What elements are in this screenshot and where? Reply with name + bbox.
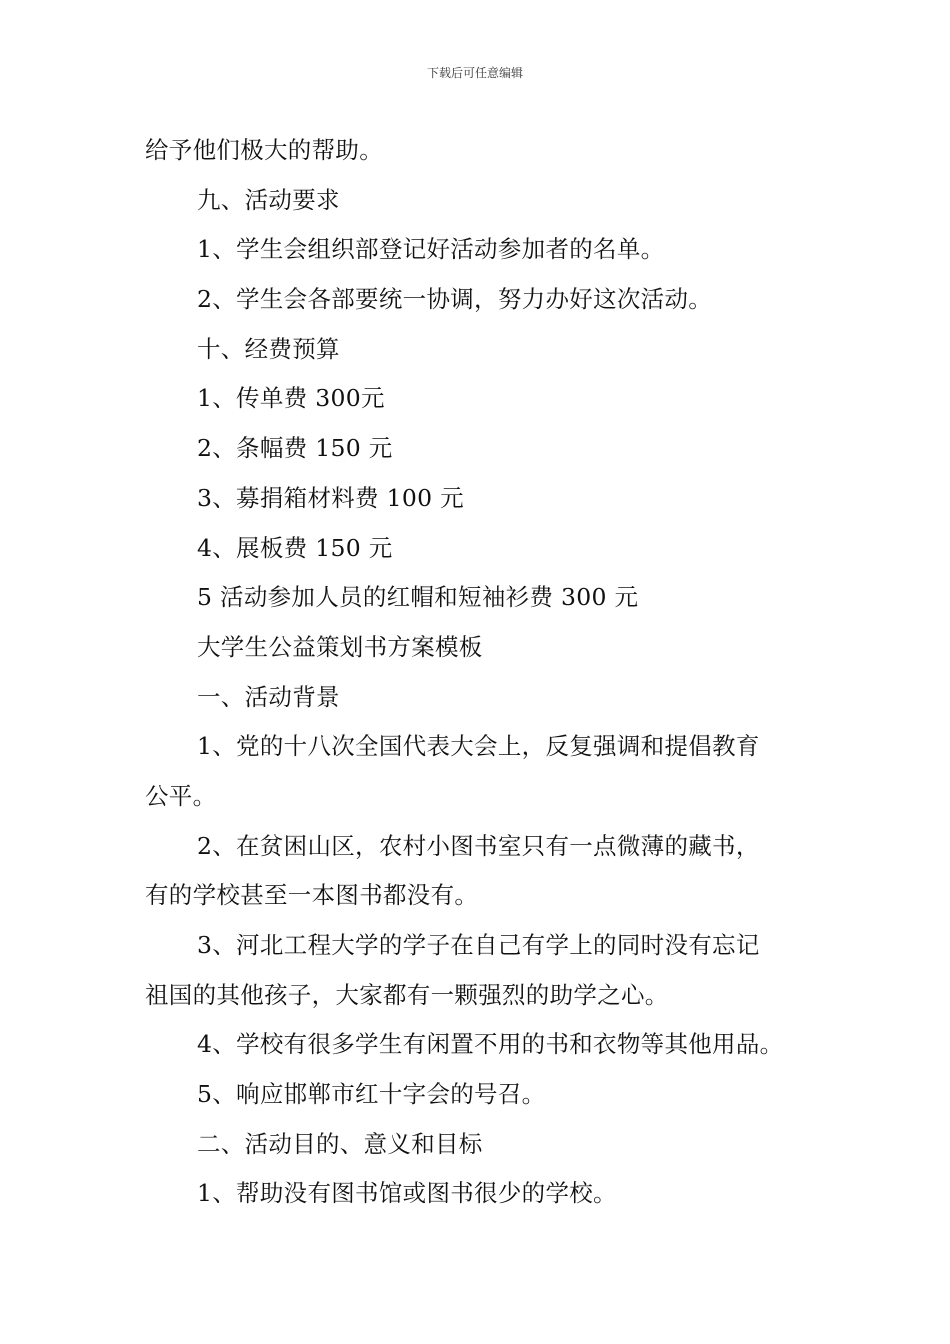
budget-item: 1、传单费 300元	[197, 384, 385, 413]
list-item: 2、在贫困山区，农村小图书室只有一点微薄的藏书，	[197, 831, 760, 860]
section-heading: 一、活动背景	[197, 682, 340, 711]
paragraph-line: 有的学校甚至一本图书都没有。	[145, 881, 479, 910]
paragraph-line: 给予他们极大的帮助。	[145, 136, 383, 164]
list-item: 4、学校有很多学生有闲置不用的书和衣物等其他用品。	[197, 1030, 784, 1059]
budget-item: 5 活动参加人员的红帽和短袖衫费 300 元	[197, 583, 639, 612]
list-item: 2、学生会各部要统一协调，努力办好这次活动。	[197, 285, 713, 314]
section-heading: 九、活动要求	[197, 185, 340, 214]
paragraph-line: 祖国的其他孩子，大家都有一颗强烈的助学之心。	[145, 980, 669, 1009]
budget-item: 4、展板费 150 元	[197, 533, 393, 562]
page-header: 下载后可任意编辑	[426, 66, 523, 80]
section-heading: 二、活动目的、意义和目标	[197, 1129, 483, 1158]
list-item: 1、帮助没有图书馆或图书很少的学校。	[197, 1179, 617, 1208]
budget-item: 3、募捐箱材料费 100 元	[197, 483, 464, 512]
list-item: 3、河北工程大学的学子在自己有学上的同时没有忘记	[197, 931, 760, 959]
list-item: 1、党的十八次全国代表大会上，反复强调和提倡教育	[197, 732, 760, 761]
budget-item: 2、条幅费 150 元	[197, 434, 393, 463]
document-body	[145, 126, 817, 1219]
section-heading: 十、经费预算	[197, 334, 340, 363]
list-item: 5、响应邯郸市红十字会的号召。	[197, 1080, 546, 1109]
list-item: 1、学生会组织部登记好活动参加者的名单。	[197, 235, 665, 264]
paragraph-line: 公平。	[145, 781, 217, 810]
document-subtitle: 大学生公益策划书方案模板	[197, 632, 483, 661]
